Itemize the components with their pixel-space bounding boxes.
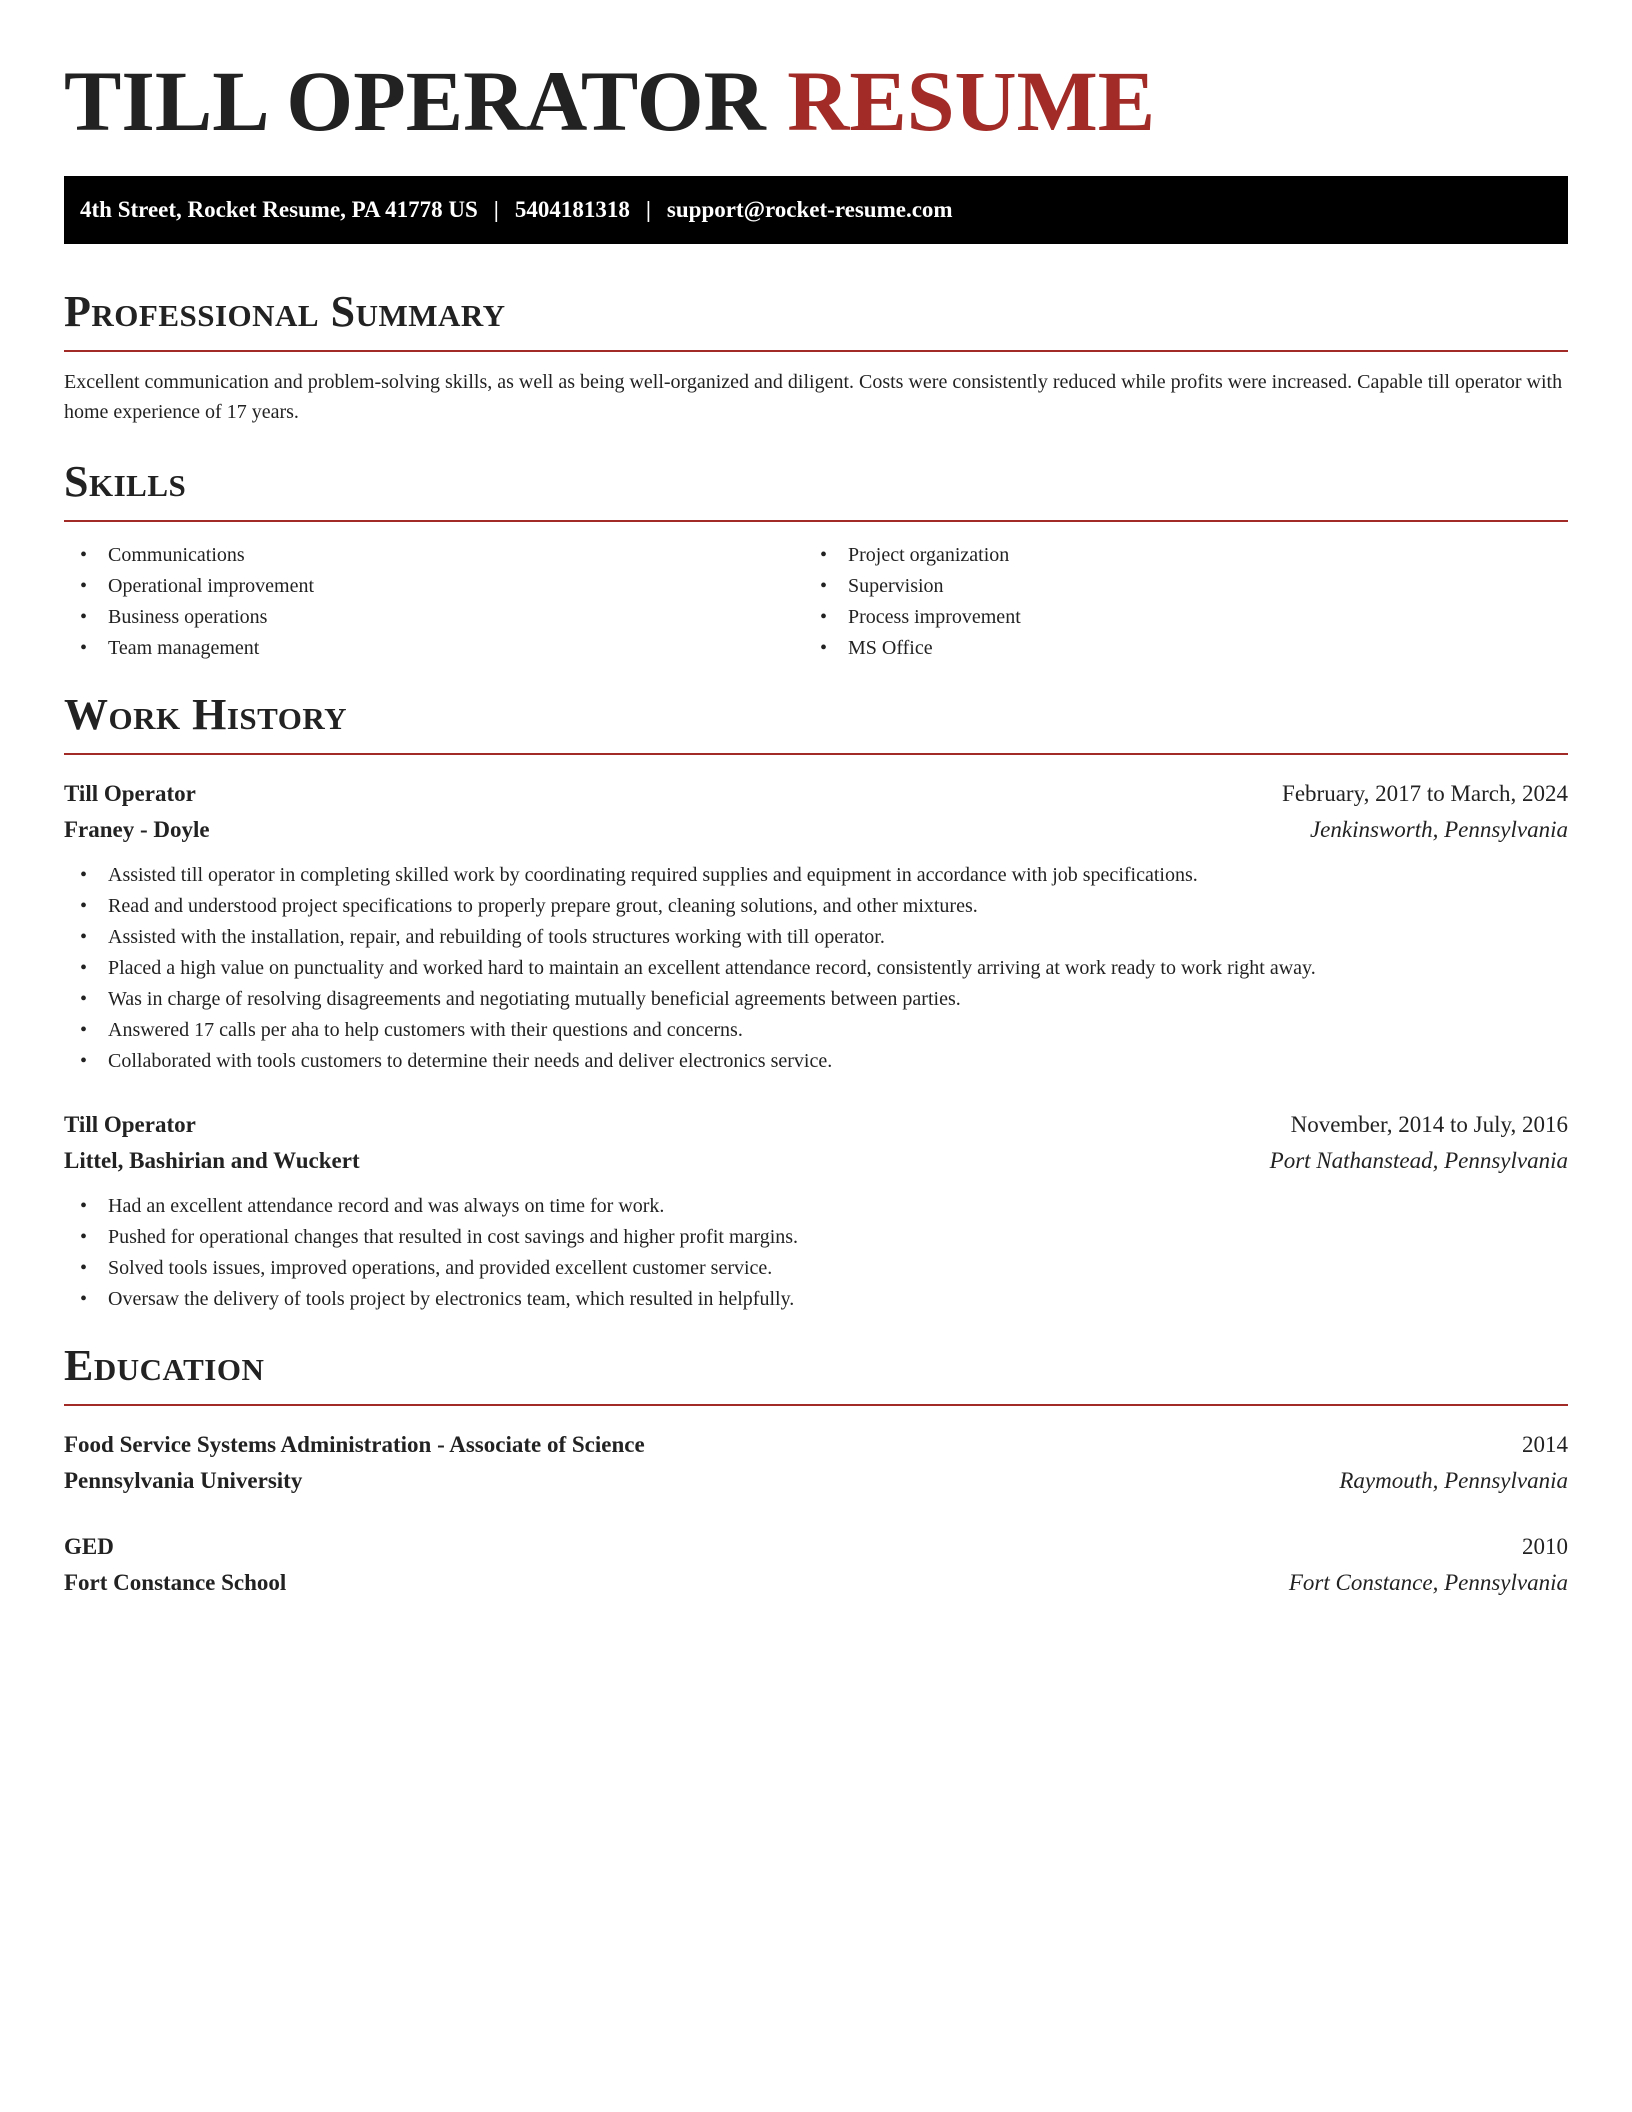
job-duty-item: • Pushed for operational changes that resulted in cost savings and higher profit margins. (64, 1222, 1568, 1253)
education-school: Pennsylvania University (64, 1468, 303, 1493)
job-duty-item: • Was in charge of resolving disagreements and negotiating mutually beneficial agreements between parties. (64, 984, 1568, 1015)
contact-separator: | (493, 197, 499, 222)
section-divider (64, 520, 1568, 522)
contact-email: support@rocket-resume.com (666, 197, 953, 222)
education-heading: Education (64, 1341, 265, 1390)
job-location: Jenkinsworth, Pennsylvania (1309, 817, 1568, 842)
skill-item: • Process improvement (804, 602, 1544, 633)
job-duty-item: • Assisted with the installation, repair, and rebuilding of tools structures working with till operator. (64, 922, 1568, 953)
job-duty-item: • Solved tools issues, improved operations, and provided excellent customer service. (64, 1253, 1568, 1284)
education-location: Raymouth, Pennsylvania (1339, 1468, 1568, 1493)
job-entry (64, 1107, 1568, 1315)
education-entry (64, 1427, 1568, 1499)
resume-page (64, 0, 1568, 1595)
job-duty-item: • Read and understood project specifications to properly prepare grout, cleaning solutions, and other mixtures. (64, 891, 1568, 922)
education-degree: GED (64, 1534, 114, 1559)
skill-item: • Operational improvement (64, 571, 804, 602)
title-main: TILL OPERATOR (64, 53, 766, 149)
resume-title (64, 0, 1568, 147)
contact-address: 4th Street, Rocket Resume, PA 41778 US (80, 197, 478, 222)
job-title: Till Operator (64, 1112, 196, 1137)
summary-section (64, 285, 1568, 427)
job-entry (64, 776, 1568, 1077)
job-duty-item: • Assisted till operator in completing skilled work by coordinating required supplies and equipment in accordance with job specifications. (64, 860, 1568, 891)
section-divider (64, 350, 1568, 352)
job-duties (64, 1191, 1568, 1315)
section-divider (64, 1404, 1568, 1406)
education-entry (64, 1529, 1568, 1601)
skill-item: • MS Office (804, 633, 1544, 664)
skills-list (64, 540, 1568, 664)
job-dates: November, 2014 to July, 2016 (1290, 1112, 1568, 1137)
education-year: 2010 (1522, 1534, 1568, 1559)
contact-bar (64, 176, 1568, 244)
job-duty-item: • Placed a high value on punctuality and worked hard to maintain an excellent attendance record, consistently arriving at work ready to work right away. (64, 953, 1568, 984)
job-duty-item: • Collaborated with tools customers to determine their needs and deliver electronics service. (64, 1046, 1568, 1077)
contact-phone: 5404181318 (514, 197, 630, 222)
job-duty-item: • Had an excellent attendance record and was always on time for work. (64, 1191, 1568, 1222)
summary-text: Excellent communication and problem-solving skills, as well as being well-organized and diligent. Costs were consistently reduced while profits were increased. Capable till operator with home experience of 17 years. (64, 371, 1563, 423)
title-accent: RESUME (787, 53, 1156, 149)
education-school: Fort Constance School (64, 1570, 287, 1595)
job-dates: February, 2017 to March, 2024 (1282, 781, 1568, 806)
skill-item: • Business operations (64, 602, 804, 633)
skill-item: • Communications (64, 540, 804, 571)
skill-item: • Project organization (804, 540, 1544, 571)
work-history-section (64, 688, 1568, 755)
job-company: Franey - Doyle (64, 817, 210, 842)
job-duty-item: • Oversaw the delivery of tools project by electronics team, which resulted in helpfully. (64, 1284, 1568, 1315)
skill-item: • Supervision (804, 571, 1544, 602)
education-section (64, 1339, 1568, 1406)
education-year: 2014 (1522, 1432, 1568, 1457)
job-location: Port Nathanstead, Pennsylvania (1269, 1148, 1568, 1173)
summary-heading: Professional Summary (64, 287, 506, 336)
job-duty-item: • Answered 17 calls per aha to help customers with their questions and concerns. (64, 1015, 1568, 1046)
job-company: Littel, Bashirian and Wuckert (64, 1148, 360, 1173)
work-history-heading: Work History (64, 690, 348, 739)
contact-separator: | (645, 197, 651, 222)
skills-heading: Skills (64, 457, 187, 506)
section-divider (64, 753, 1568, 755)
skills-column-right (804, 540, 1544, 664)
job-duties (64, 860, 1568, 1077)
job-title: Till Operator (64, 781, 196, 806)
education-location: Fort Constance, Pennsylvania (1288, 1570, 1568, 1595)
skill-item: • Team management (64, 633, 804, 664)
education-degree: Food Service Systems Administration - Associate of Science (64, 1432, 645, 1457)
skills-column-left (64, 540, 804, 664)
skills-section (64, 455, 1568, 664)
